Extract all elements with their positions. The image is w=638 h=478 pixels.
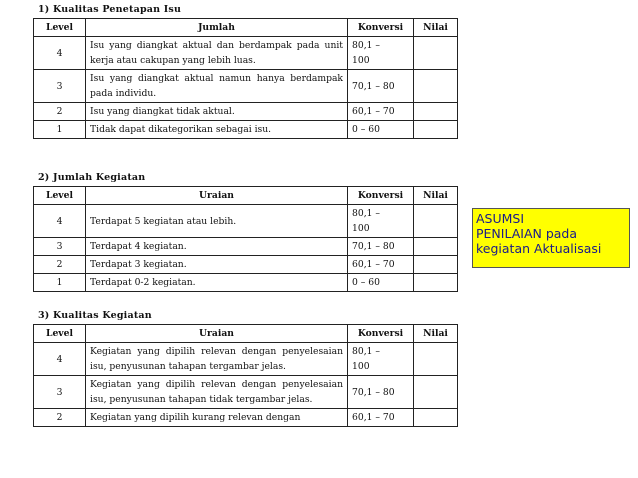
- row-konversi: 80,1 – 100: [348, 205, 414, 238]
- row-description: Terdapat 3 kegiatan.: [86, 256, 348, 274]
- header-level: Level: [34, 19, 86, 37]
- table-row: [34, 409, 458, 427]
- row-level: 1: [34, 274, 86, 292]
- header-konversi: Konversi: [348, 19, 414, 37]
- row-level: 1: [34, 121, 86, 139]
- row-description: Tidak dapat dikategorikan sebagai isu.: [86, 121, 348, 139]
- row-nilai: [414, 274, 458, 292]
- row-konversi: 0 – 60: [348, 274, 414, 292]
- note-line: ASUMSI: [476, 211, 525, 226]
- row-nilai: [414, 103, 458, 121]
- row-nilai: [414, 376, 458, 409]
- table-row: [34, 343, 458, 376]
- row-description: Terdapat 4 kegiatan.: [86, 238, 348, 256]
- row-level: 4: [34, 205, 86, 238]
- header-nilai: Nilai: [414, 187, 458, 205]
- note-line: kegiatan Aktualisasi: [476, 241, 602, 256]
- row-level: 3: [34, 70, 86, 103]
- table-row: [34, 205, 458, 238]
- row-konversi: 80,1 – 100: [348, 37, 414, 70]
- header-level: Level: [34, 325, 86, 343]
- header-jumlah: Jumlah: [86, 19, 348, 37]
- section-3-title: 3) Kualitas Kegiatan: [38, 310, 152, 321]
- row-nilai: [414, 409, 458, 427]
- row-description: Kegiatan yang dipilih relevan dengan penyelesaian isu, penyusunan tahapan tidak tergambar jelas.: [86, 376, 348, 409]
- row-konversi: 70,1 – 80: [348, 70, 414, 103]
- row-nilai: [414, 70, 458, 103]
- row-konversi: 60,1 – 70: [348, 103, 414, 121]
- note-line: PENILAIAN pada: [476, 226, 578, 241]
- row-level: 3: [34, 238, 86, 256]
- row-level: 3: [34, 376, 86, 409]
- table-row: [34, 70, 458, 103]
- table-header-row: [34, 325, 458, 343]
- header-nilai: Nilai: [414, 325, 458, 343]
- table-kualitas-penetapan-isu: [33, 18, 458, 139]
- row-level: 2: [34, 256, 86, 274]
- table-row: [34, 256, 458, 274]
- row-description: Kegiatan yang dipilih relevan dengan penyelesaian isu, penyusunan tahapan tergambar jelas.: [86, 343, 348, 376]
- table-row: [34, 376, 458, 409]
- row-konversi: 0 – 60: [348, 121, 414, 139]
- row-description: Terdapat 0-2 kegiatan.: [86, 274, 348, 292]
- row-nilai: [414, 238, 458, 256]
- row-nilai: [414, 37, 458, 70]
- section-1-title: 1) Kualitas Penetapan Isu: [38, 4, 182, 15]
- row-description: Terdapat 5 kegiatan atau lebih.: [86, 205, 348, 238]
- row-level: 4: [34, 343, 86, 376]
- table-row: [34, 238, 458, 256]
- row-level: 2: [34, 409, 86, 427]
- row-konversi: 70,1 – 80: [348, 238, 414, 256]
- row-konversi: 70,1 – 80: [348, 376, 414, 409]
- row-konversi: 80,1 – 100: [348, 343, 414, 376]
- row-konversi: 60,1 – 70: [348, 409, 414, 427]
- table-jumlah-kegiatan: [33, 186, 458, 292]
- row-nilai: [414, 205, 458, 238]
- row-description: Isu yang diangkat aktual dan berdampak pada unit kerja atau cakupan yang lebih luas.: [86, 37, 348, 70]
- row-description: Isu yang diangkat tidak aktual.: [86, 103, 348, 121]
- header-nilai: Nilai: [414, 19, 458, 37]
- row-nilai: [414, 121, 458, 139]
- table-kualitas-kegiatan: [33, 324, 458, 427]
- assumption-note: [472, 208, 630, 268]
- table-row: [34, 37, 458, 70]
- row-level: 4: [34, 37, 86, 70]
- header-level: Level: [34, 187, 86, 205]
- row-level: 2: [34, 103, 86, 121]
- header-uraian: Uraian: [86, 325, 348, 343]
- header-konversi: Konversi: [348, 187, 414, 205]
- row-nilai: [414, 256, 458, 274]
- row-description: Isu yang diangkat aktual namun hanya berdampak pada individu.: [86, 70, 348, 103]
- header-uraian: Uraian: [86, 187, 348, 205]
- table-header-row: [34, 187, 458, 205]
- row-konversi: 60,1 – 70: [348, 256, 414, 274]
- header-konversi: Konversi: [348, 325, 414, 343]
- table-row: [34, 121, 458, 139]
- section-2-title: 2) Jumlah Kegiatan: [38, 172, 146, 183]
- table-row: [34, 274, 458, 292]
- table-header-row: [34, 19, 458, 37]
- table-row: [34, 103, 458, 121]
- row-nilai: [414, 343, 458, 376]
- row-description: Kegiatan yang dipilih kurang relevan dengan: [86, 409, 348, 427]
